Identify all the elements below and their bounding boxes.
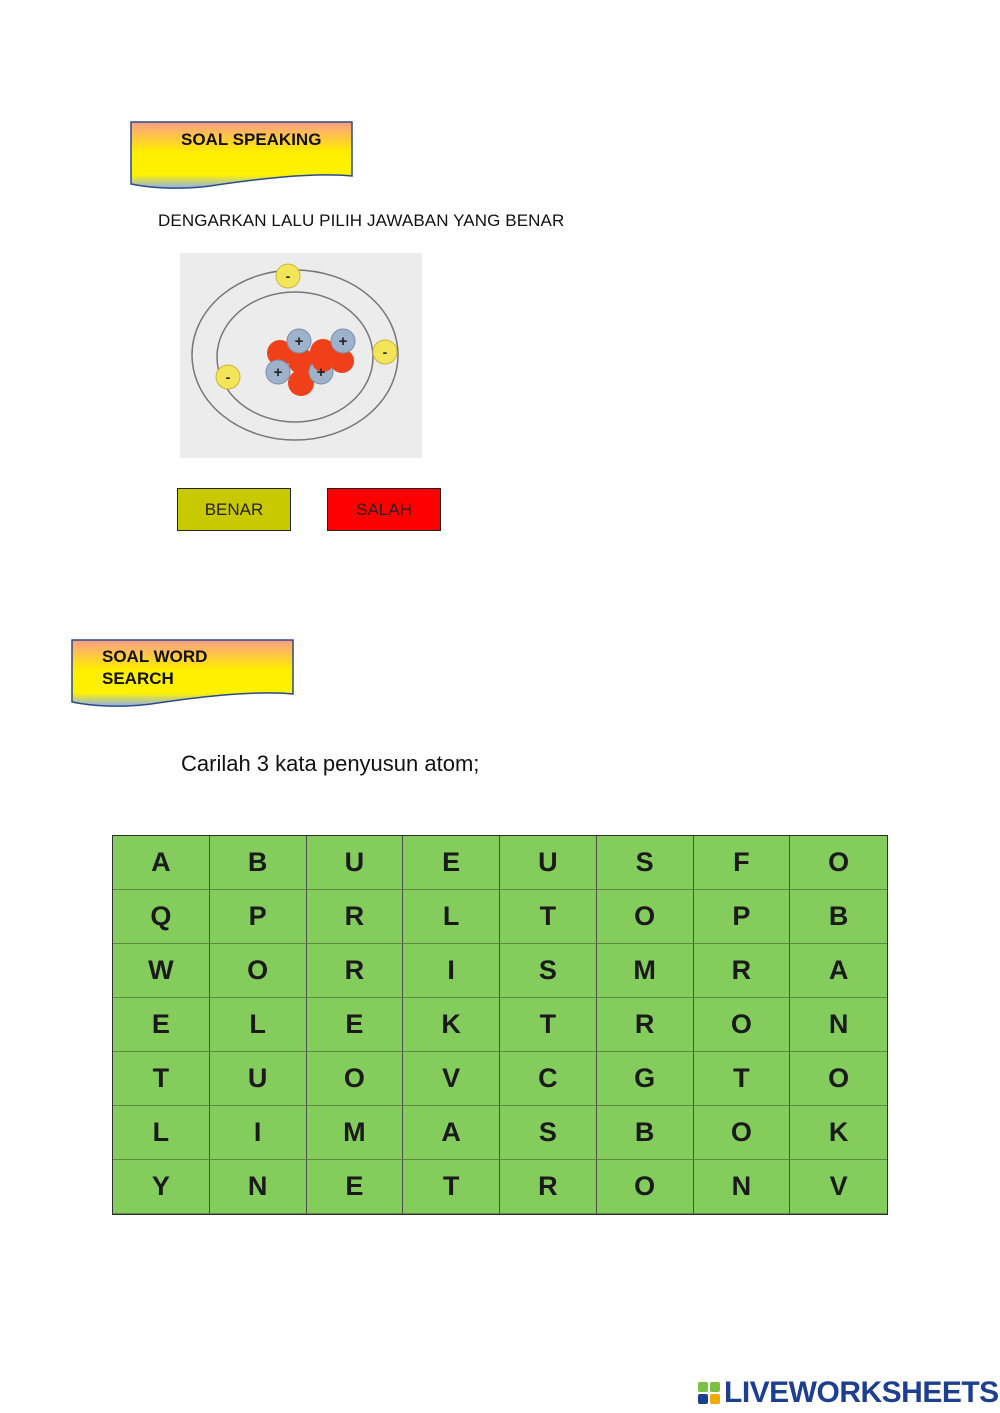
grid-cell[interactable]: O (597, 1160, 694, 1214)
section-title: SOAL SPEAKING (181, 130, 322, 149)
grid-cell[interactable]: W (113, 944, 210, 998)
electron-sign: - (382, 344, 388, 360)
grid-cell[interactable]: N (790, 998, 887, 1052)
grid-cell[interactable]: I (210, 1106, 307, 1160)
salah-button[interactable]: SALAH (327, 488, 441, 531)
section-title-line1: SOAL WORD (102, 647, 208, 666)
grid-cell[interactable]: R (500, 1160, 597, 1214)
grid-cell[interactable]: U (210, 1052, 307, 1106)
grid-cell[interactable]: M (307, 1106, 404, 1160)
grid-cell[interactable]: N (210, 1160, 307, 1214)
grid-cell[interactable]: K (403, 998, 500, 1052)
grid-cell[interactable]: R (597, 998, 694, 1052)
section-banner-word-search (71, 638, 295, 710)
section-banner-speaking (130, 120, 354, 192)
grid-cell[interactable]: O (790, 1052, 887, 1106)
grid-cell[interactable]: S (500, 944, 597, 998)
grid-cell[interactable]: S (500, 1106, 597, 1160)
grid-cell[interactable]: R (307, 890, 404, 944)
grid-cell[interactable]: E (307, 1160, 404, 1214)
grid-cell[interactable]: G (597, 1052, 694, 1106)
grid-cell[interactable]: B (597, 1106, 694, 1160)
instruction-text: DENGARKAN LALU PILIH JAWABAN YANG BENAR (158, 211, 565, 230)
grid-cell[interactable]: C (500, 1052, 597, 1106)
grid-cell[interactable]: L (113, 1106, 210, 1160)
grid-cell[interactable]: S (597, 836, 694, 890)
proton-sign: + (316, 364, 326, 381)
section-title (102, 646, 207, 690)
atom-illustration (180, 253, 422, 458)
grid-cell[interactable]: M (597, 944, 694, 998)
grid-cell[interactable]: U (307, 836, 404, 890)
word-search-grid (112, 835, 888, 1215)
grid-cell[interactable]: T (500, 890, 597, 944)
grid-cell[interactable]: T (403, 1160, 500, 1214)
grid-cell[interactable]: E (403, 836, 500, 890)
grid-cell[interactable]: O (694, 998, 791, 1052)
grid-cell[interactable]: O (694, 1106, 791, 1160)
grid-cell[interactable]: O (597, 890, 694, 944)
grid-cell[interactable]: K (790, 1106, 887, 1160)
grid-cell[interactable]: P (694, 890, 791, 944)
grid-cell[interactable]: Q (113, 890, 210, 944)
grid-cell[interactable]: R (307, 944, 404, 998)
grid-cell[interactable]: O (307, 1052, 404, 1106)
grid-cell[interactable]: E (307, 998, 404, 1052)
grid-cell[interactable]: A (790, 944, 887, 998)
electron-sign: - (285, 268, 291, 284)
grid-cell[interactable]: O (210, 944, 307, 998)
word-search-prompt: Carilah 3 kata penyusun atom; (181, 751, 480, 776)
grid-cell[interactable]: L (210, 998, 307, 1052)
liveworksheets-logo (698, 1376, 999, 1410)
grid-cell[interactable]: O (790, 836, 887, 890)
grid-cell[interactable]: B (790, 890, 887, 944)
grid-cell[interactable]: Y (113, 1160, 210, 1214)
grid-cell[interactable]: F (694, 836, 791, 890)
grid-cell[interactable]: T (500, 998, 597, 1052)
electron-sign: - (225, 369, 231, 385)
grid-cell[interactable]: I (403, 944, 500, 998)
grid-cell[interactable]: E (113, 998, 210, 1052)
grid-cell[interactable]: V (790, 1160, 887, 1214)
grid-cell[interactable]: N (694, 1160, 791, 1214)
grid-cell[interactable]: V (403, 1052, 500, 1106)
logo-mark-icon (698, 1382, 720, 1404)
grid-cell[interactable]: A (403, 1106, 500, 1160)
grid-cell[interactable]: P (210, 890, 307, 944)
grid-cell[interactable]: B (210, 836, 307, 890)
grid-cell[interactable]: R (694, 944, 791, 998)
grid-cell[interactable]: U (500, 836, 597, 890)
benar-button[interactable]: BENAR (177, 488, 291, 531)
grid-cell[interactable]: T (694, 1052, 791, 1106)
proton-sign: + (338, 333, 348, 350)
proton-sign: + (294, 333, 304, 350)
grid-cell[interactable]: L (403, 890, 500, 944)
grid-cell[interactable]: A (113, 836, 210, 890)
brand-name: LIVEWORKSHEETS (724, 1376, 999, 1409)
proton-sign: + (273, 364, 283, 381)
grid-cell[interactable]: T (113, 1052, 210, 1106)
section-title-line2: SEARCH (102, 669, 174, 688)
